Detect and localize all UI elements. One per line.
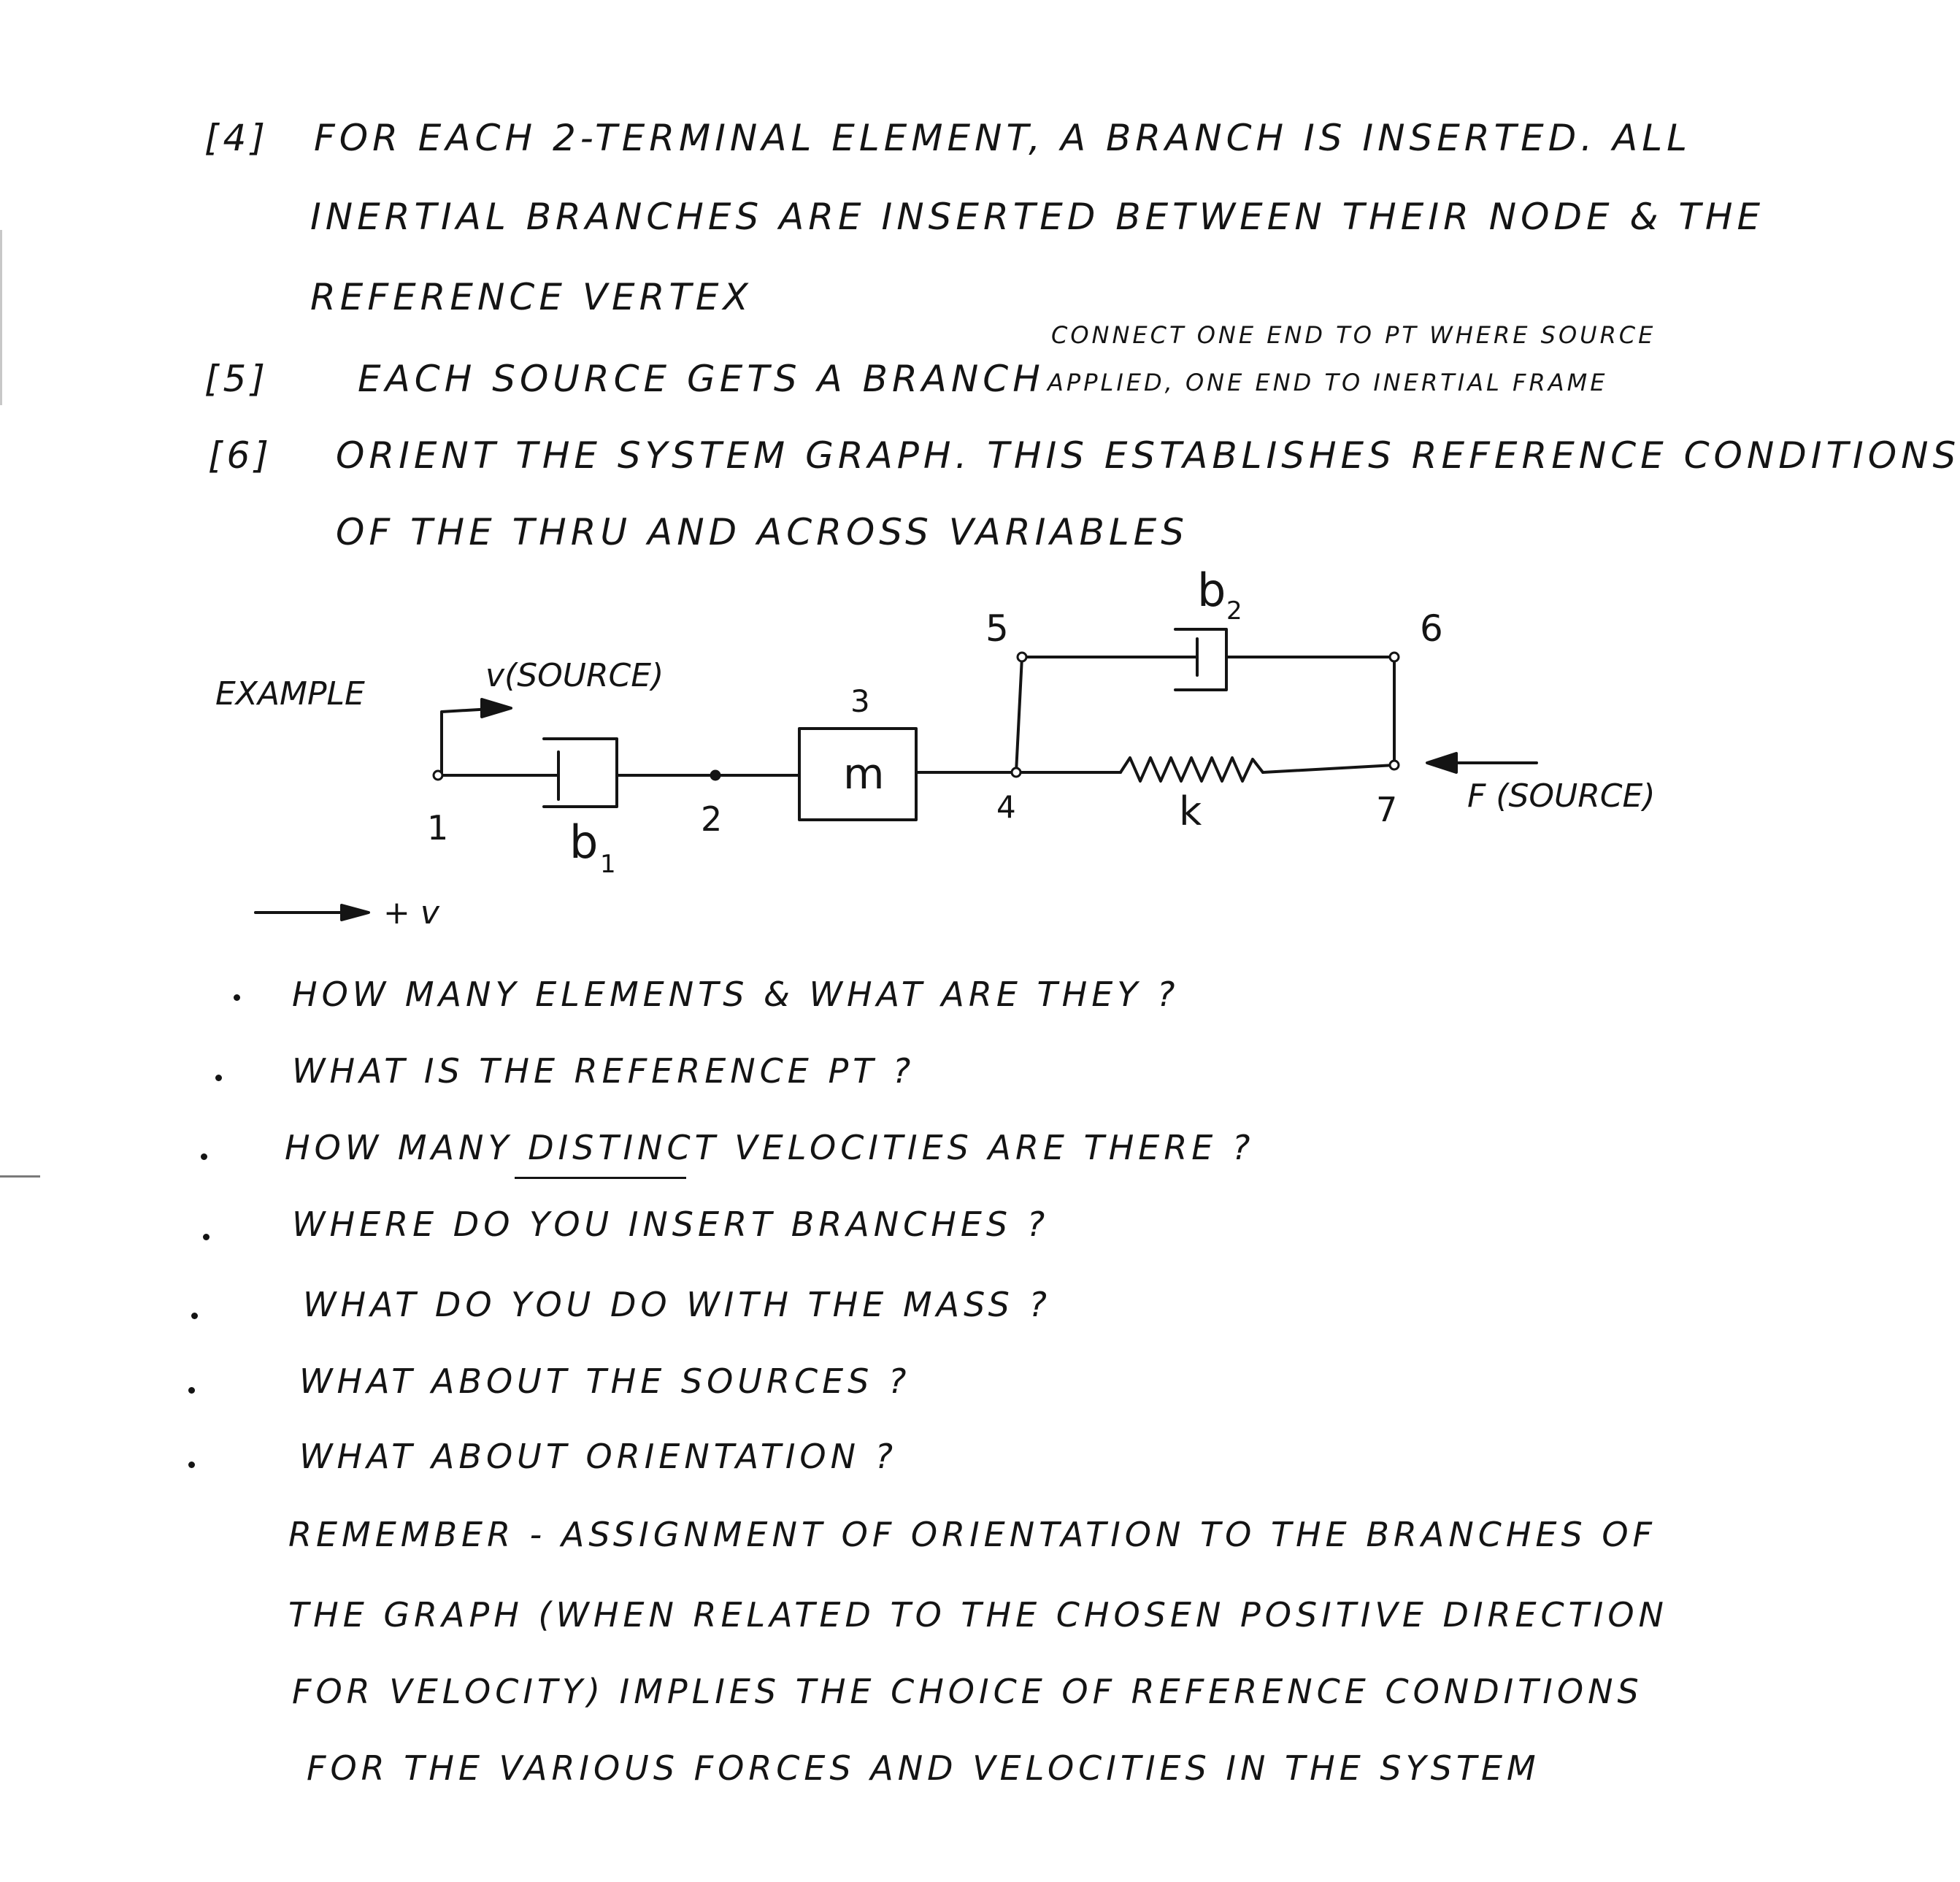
damper-b2-cylinder: [1175, 629, 1226, 690]
step-6-line-2: OF THE THRU AND ACROSS VARIABLES: [336, 511, 1189, 553]
node-7-label: 7: [1376, 790, 1398, 829]
question-bullet: [191, 1313, 198, 1319]
node-6-dot: [1390, 653, 1399, 661]
remember-line-1: REMEMBER - ASSIGNMENT OF ORIENTATION TO THE BRANCHES OF: [288, 1515, 1656, 1554]
damper-b1-label: b: [569, 815, 599, 869]
step-4-number: [4]: [204, 117, 269, 159]
step-5-text: EACH SOURCE GETS A BRANCH: [358, 358, 1045, 400]
node-2-label: 2: [701, 799, 723, 839]
question-2: WHAT IS THE REFERENCE PT ?: [292, 1051, 915, 1091]
node-5-dot: [1018, 653, 1026, 661]
step-6-line-1: ORIENT THE SYSTEM GRAPH. THIS ESTABLISHES REFERENCE CONDITIONS: [336, 434, 1960, 477]
remember-line-4: FOR THE VARIOUS FORCES AND VELOCITIES IN THE SYSTEM: [307, 1748, 1540, 1788]
node-4-dot: [1012, 768, 1021, 777]
question-6: WHAT ABOUT THE SOURCES ?: [299, 1361, 911, 1401]
node-5-label: 5: [985, 607, 1009, 650]
distinct-underline: [515, 1177, 686, 1179]
question-5: WHAT DO YOU DO WITH THE MASS ?: [303, 1285, 1051, 1324]
step-4-line-1: FOR EACH 2-TERMINAL ELEMENT, A BRANCH IS INSERTED. ALL: [314, 117, 1691, 159]
link-spring-7: [1263, 765, 1394, 772]
question-4: WHERE DO YOU INSERT BRANCHES ?: [292, 1205, 1050, 1244]
damper-b1-cylinder: [544, 739, 617, 807]
force-source-label: F (SOURCE): [1467, 777, 1656, 815]
question-3: HOW MANY DISTINCT VELOCITIES ARE THERE ?: [285, 1128, 1255, 1167]
node-2-dot: [711, 771, 720, 780]
question-1: HOW MANY ELEMENTS & WHAT ARE THEY ?: [292, 975, 1180, 1014]
question-bullet: [234, 994, 240, 1001]
node-3-label: 3: [850, 683, 870, 719]
node-1-dot: [434, 771, 442, 780]
velocity-source-arrowhead: [482, 699, 511, 717]
link-4-5: [1016, 657, 1022, 772]
velocity-source-label: v(SOURCE): [485, 657, 664, 694]
damper-b2-subscript: 2: [1226, 596, 1242, 626]
example-label: EXAMPLE: [215, 675, 365, 713]
step-6-number: [6]: [208, 434, 273, 477]
question-bullet: [188, 1387, 195, 1394]
question-bullet: [215, 1075, 222, 1081]
velocity-source-arrow: [442, 708, 504, 774]
node-4-label: 4: [996, 789, 1016, 825]
damper-b2-label: b: [1197, 564, 1226, 617]
step-5-note-line-1: CONNECT ONE END TO PT WHERE SOURCE: [1051, 321, 1656, 349]
question-7: WHAT ABOUT ORIENTATION ?: [299, 1437, 898, 1476]
node-6-label: 6: [1420, 607, 1443, 650]
spring-label: k: [1179, 788, 1202, 834]
node-7-dot: [1390, 761, 1399, 769]
step-4-line-3: REFERENCE VERTEX: [310, 276, 753, 318]
force-source-arrowhead: [1427, 753, 1456, 772]
node-1-label: 1: [427, 808, 449, 848]
question-bullet: [201, 1153, 207, 1160]
positive-direction-arrowhead: [342, 905, 369, 920]
step-4-line-2: INERTIAL BRANCHES ARE INSERTED BETWEEN THEIR NODE & THE: [310, 196, 1765, 238]
spring-k: [1121, 758, 1263, 781]
question-bullet: [188, 1462, 195, 1468]
positive-direction-label: + v: [383, 894, 439, 932]
remember-line-2: THE GRAPH (WHEN RELATED TO THE CHOSEN POSITIVE DIRECTION: [288, 1595, 1668, 1635]
remember-line-3: FOR VELOCITY) IMPLIES THE CHOICE OF REFERENCE CONDITIONS: [292, 1672, 1643, 1711]
step-5-number: [5]: [204, 358, 269, 400]
question-bullet: [203, 1234, 210, 1240]
damper-b1-subscript: 1: [600, 850, 616, 879]
step-5-note-line-2: APPLIED, ONE END TO INERTIAL FRAME: [1048, 369, 1608, 396]
mass-label: m: [843, 749, 885, 799]
